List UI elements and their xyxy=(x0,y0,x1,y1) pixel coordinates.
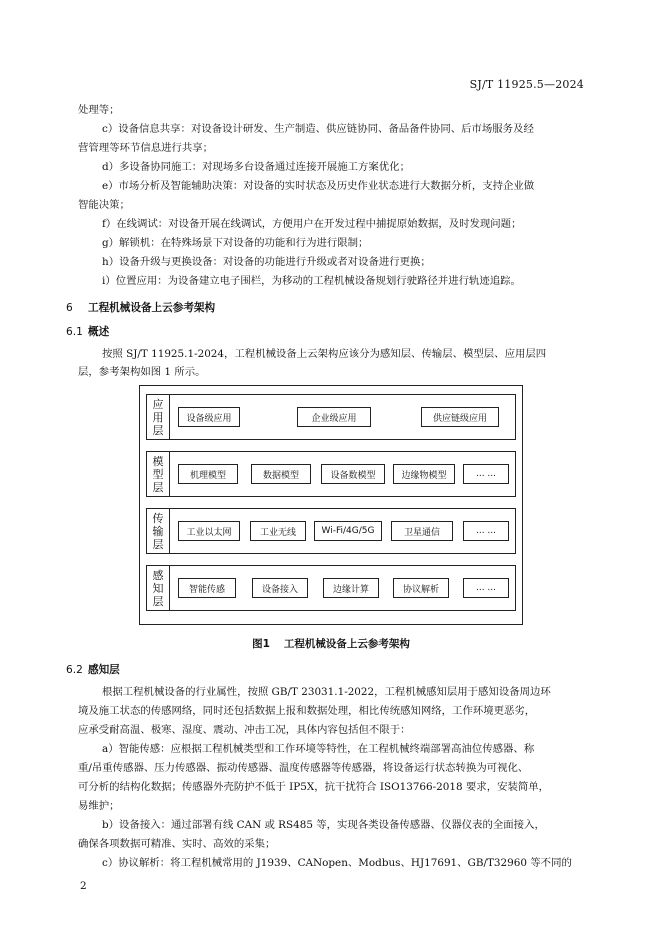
layer-label-char: 型 xyxy=(152,467,164,481)
figure-title: 工程机械设备上云参考架构 xyxy=(283,638,410,650)
diagram-box: 企业级应用 xyxy=(297,407,371,427)
layer-label-char: 应 xyxy=(152,397,164,411)
text-line: 智能决策； xyxy=(78,199,130,211)
layer-label xyxy=(147,452,170,496)
list-item-f: f）在线调试：对设备开展在线调试，方便用户在开发过程中捕捉原始数据，及时发现问题； xyxy=(102,218,522,230)
paragraph-line: 可分析的结构化数据；传感器外壳防护不低于 IP5X，抗干扰符合 ISO13766-2018 要求，安装简单， xyxy=(78,781,550,793)
section-title: 概述 xyxy=(88,326,110,338)
list-item-a: a）智能传感：应根据工程机械类型和工作环境等特性，在工程机械终端部署高油位传感器、称 xyxy=(102,743,535,755)
layer-perception xyxy=(146,565,516,611)
layer-label xyxy=(147,566,170,610)
layer-model xyxy=(146,451,516,497)
diagram-box: 边缘计算 xyxy=(323,578,379,598)
section-title: 工程机械设备上云参考架构 xyxy=(88,302,216,314)
list-item-d: d）多设备协同施工：对现场多台设备通过连接开展施工方案优化； xyxy=(102,161,410,173)
diagram-box: 设备数模型 xyxy=(321,464,385,484)
list-item-c: c）协议解析：将工程机械常用的 J1939、CANopen、Modbus、HJ17691、GB/T32960 等不同的 xyxy=(102,857,572,869)
section-heading-6-1 xyxy=(66,324,109,339)
paragraph-line: 根据工程机械设备的行业属性，按照 GB/T 23031.1-2022，工程机械感知层用于感知设备周边环 xyxy=(102,686,551,698)
page-header: SJ/T 11925.5—2024 xyxy=(469,78,584,91)
layer-label-char: 模 xyxy=(152,454,164,468)
architecture-diagram xyxy=(139,385,523,625)
diagram-box: ... ... xyxy=(463,578,509,598)
layer-label-char: 感 xyxy=(152,568,164,582)
diagram-box: Wi-Fi/4G/5G xyxy=(314,521,382,541)
list-item-g: g）解锁机：在特殊场景下对设备的功能和行为进行限制； xyxy=(102,237,369,249)
diagram-box: 工业无线 xyxy=(250,521,306,541)
diagram-box: 设备接入 xyxy=(252,578,308,598)
layer-application xyxy=(146,394,516,440)
paragraph-line: 易维护； xyxy=(78,800,120,812)
layer-label xyxy=(147,395,170,439)
layer-label-char: 知 xyxy=(152,581,164,595)
list-item-b: b）设备接入：通过部署有线 CAN 或 RS485 等，实现各类设备传感器、仪器仪表的全面接入， xyxy=(102,819,545,831)
figure-number: 图1 xyxy=(252,638,270,650)
diagram-box: 机理模型 xyxy=(178,464,238,484)
list-item-e: e）市场分析及智能辅助决策：对设备的实时状态及历史作业状态进行大数据分析，支持企业做 xyxy=(102,180,535,192)
layer-label-char: 层 xyxy=(152,480,164,494)
list-item-c: c）设备信息共享：对设备设计研发、生产制造、供应链协同、备品备件协同、后市场服务及经 xyxy=(102,123,534,135)
layer-label-char: 层 xyxy=(152,594,164,608)
diagram-box: 设备级应用 xyxy=(178,407,240,427)
paragraph-line: 按照 SJ/T 11925.1-2024，工程机械设备上云架构应该分为感知层、传输层、模型层、应用层四 xyxy=(102,348,547,360)
diagram-box: ... ... xyxy=(463,464,509,484)
diagram-box: 工业以太网 xyxy=(178,521,240,541)
section-number: 6.1 xyxy=(66,326,83,338)
list-item-i: i）位置应用：为设备建立电子围栏，为移动的工程机械设备规划行驶路径并进行轨迹追踪。 xyxy=(102,275,521,287)
diagram-box: 卫星通信 xyxy=(391,521,453,541)
section-number: 6 xyxy=(66,302,73,314)
paragraph-line: 重/吊重传感器、压力传感器、振动传感器、温度传感器等传感器，将设备运行状态转换为可视化、 xyxy=(78,762,529,774)
paragraph-line: 层，参考架构如图 1 所示。 xyxy=(78,366,206,378)
layer-label xyxy=(147,509,170,553)
list-item-h: h）设备升级与更换设备：对设备的功能进行升级或者对设备进行更换； xyxy=(102,256,431,268)
section-number: 6.2 xyxy=(66,664,83,676)
text-line: 处理等； xyxy=(78,104,120,116)
paragraph-line: 确保各项数据可精准、实时、高效的采集； xyxy=(78,838,276,850)
diagram-box: 协议解析 xyxy=(393,578,449,598)
diagram-box: 数据模型 xyxy=(251,464,311,484)
section-heading-6 xyxy=(66,300,215,315)
paragraph-line: 应承受耐高温、极寒、湿度、震动、冲击工况，具体内容包括但不限于： xyxy=(78,724,411,736)
layer-label-char: 用 xyxy=(152,410,164,424)
text-line: 营管理等环节信息进行共享； xyxy=(78,142,214,154)
diagram-box: ... ... xyxy=(463,521,509,541)
diagram-box: 供应链级应用 xyxy=(421,407,499,427)
layer-label-char: 层 xyxy=(152,537,164,551)
diagram-box: 智能传感 xyxy=(178,578,236,598)
figure-caption xyxy=(0,636,662,651)
layer-label-char: 传 xyxy=(152,511,164,525)
paragraph-line: 境及施工状态的传感网络，同时还包括数据上报和数据处理，相比传统感知网络，工作环境更恶劣， xyxy=(78,705,536,717)
layer-label-char: 输 xyxy=(152,524,164,538)
layer-label-char: 层 xyxy=(152,423,164,437)
diagram-box: 边缘物模型 xyxy=(393,464,455,484)
section-title: 感知层 xyxy=(88,664,120,676)
layer-transport xyxy=(146,508,516,554)
page-number: 2 xyxy=(80,880,87,892)
section-heading-6-2 xyxy=(66,662,120,677)
